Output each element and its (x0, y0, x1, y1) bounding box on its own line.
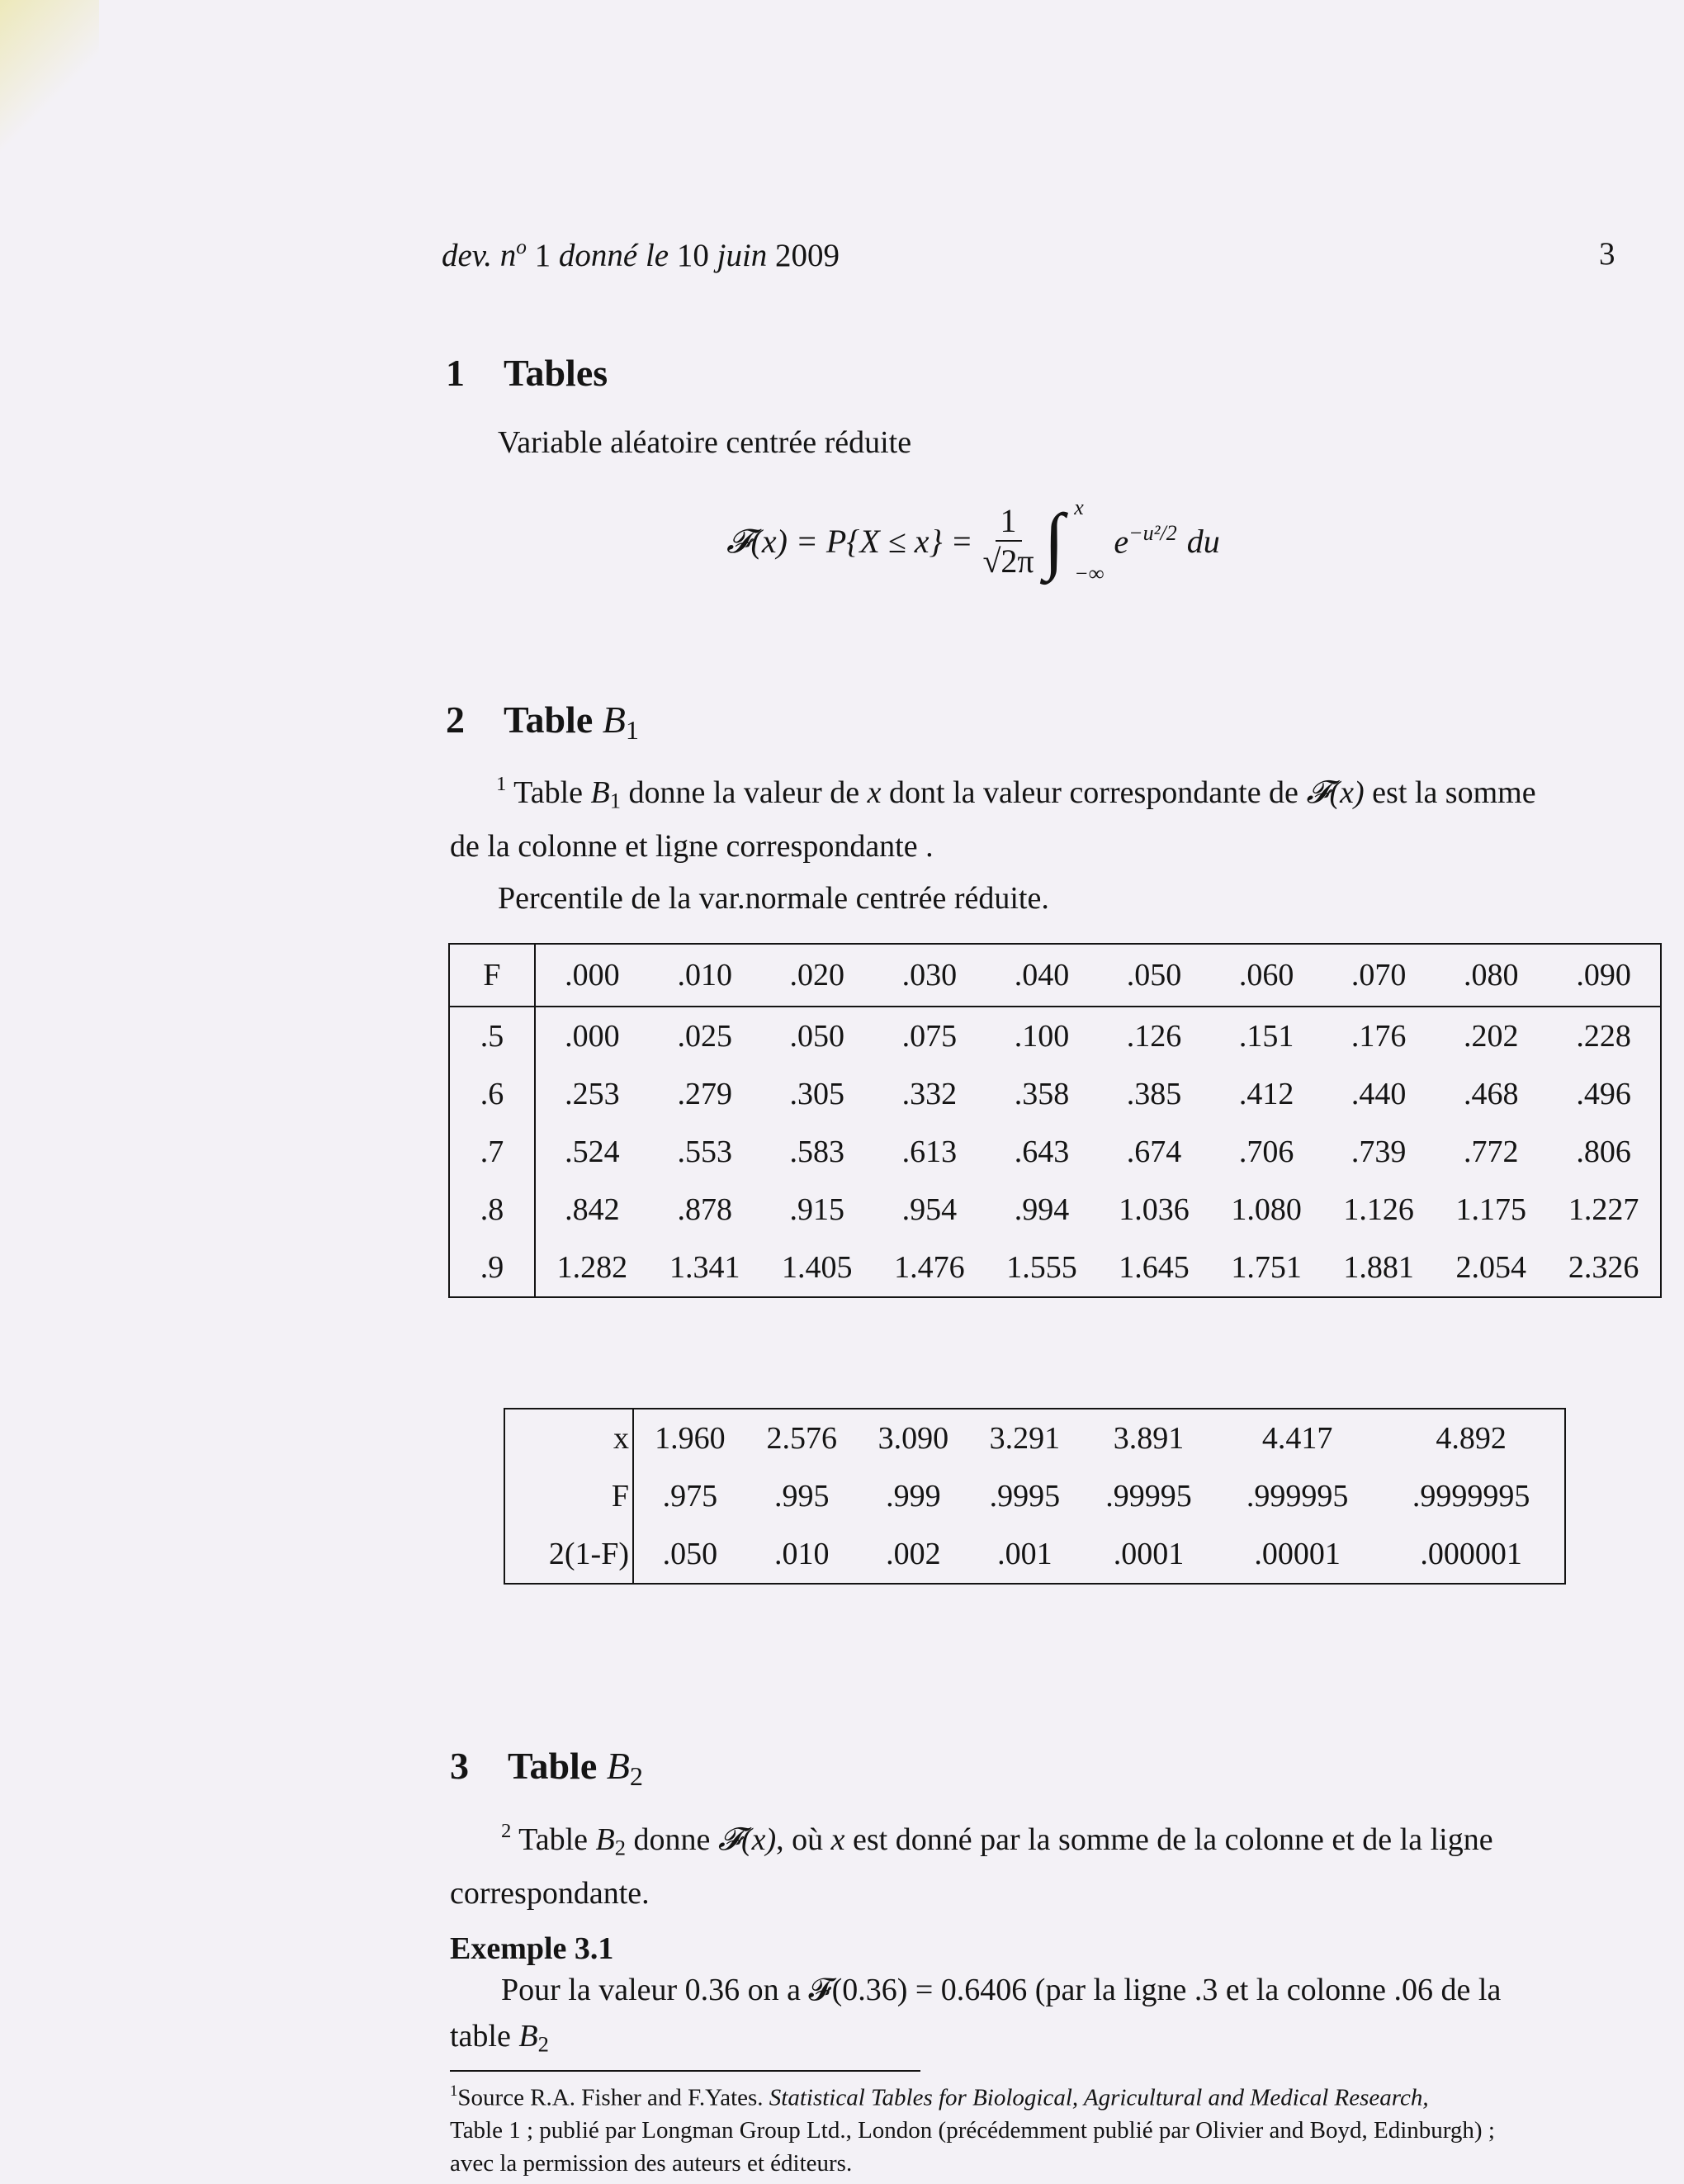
table-cell: 1.881 (1343, 1250, 1414, 1285)
table-cell: .878 (677, 1192, 732, 1227)
table-cell: .025 (677, 1019, 732, 1054)
formula-lhs: 𝓕(x) = P{X ≤ x} = (726, 522, 973, 560)
table-cell: 4.417 (1261, 1421, 1333, 1456)
table-b1-col-header: .030 (901, 958, 958, 993)
ex-line2-sub: 2 (537, 2031, 549, 2057)
table-cell: .99995 (1105, 1479, 1192, 1514)
ex-line2-var: B (518, 2019, 538, 2054)
footnote-mark: 1 (450, 2082, 458, 2100)
table-cell: .995 (773, 1479, 830, 1514)
table-cell: .468 (1464, 1077, 1519, 1111)
formula-frac-num: 1 (996, 501, 1022, 542)
table-cell: .001 (997, 1537, 1052, 1571)
s3-text-b: donne (626, 1822, 718, 1857)
table-b1-col-header: .000 (565, 958, 620, 993)
table-b1-row-label: .6 (449, 1065, 535, 1123)
table-cell: .000 (565, 1019, 620, 1054)
s3-x: x (830, 1822, 845, 1857)
table-row (449, 1239, 1661, 1297)
footnote (450, 2075, 1622, 2180)
section-3-line-2: correspondante. (450, 1876, 650, 1912)
table-cell: .772 (1464, 1135, 1519, 1169)
section-3-heading (450, 1744, 643, 1792)
footnote-book-title: Statistical Tables for Biological, Agricultural and Medical Research, (769, 2084, 1429, 2111)
table-cell: .176 (1351, 1019, 1407, 1054)
table-cell: .151 (1238, 1019, 1294, 1054)
section-1-heading (446, 351, 608, 395)
table-cell: 1.405 (782, 1250, 853, 1285)
table-cell: .739 (1351, 1135, 1407, 1169)
example-line-2 (450, 2013, 1639, 2068)
table-cell: .332 (901, 1077, 958, 1111)
s2-F: 𝓕(x) (1306, 775, 1365, 810)
example-text (450, 1967, 1639, 2068)
header-number: 1 (526, 238, 559, 274)
s3-sub: 2 (614, 1835, 627, 1860)
s3-text-c: , où (776, 1822, 831, 1857)
s2-text-c: dont la valeur correspondante de (881, 775, 1307, 810)
table-cell: 1.080 (1231, 1192, 1302, 1227)
table-b1-row-label: .8 (449, 1181, 535, 1239)
table-cell: .915 (789, 1192, 845, 1227)
table-cell: .279 (677, 1077, 732, 1111)
table-b1-col-header: .060 (1238, 958, 1294, 993)
section-2-title: Table (504, 699, 603, 741)
integral-limits (1074, 495, 1104, 586)
table-row (449, 1123, 1661, 1181)
table-b1-col-header: .090 (1576, 958, 1631, 993)
table-cell: .0001 (1113, 1537, 1185, 1571)
running-header (442, 235, 840, 274)
table-b1-caption: Percentile de la var.normale centrée réduite. (498, 881, 1049, 916)
table-cell: .999995 (1246, 1479, 1349, 1514)
s2-text-b: donne la valeur de (621, 775, 868, 810)
table-cell: .253 (565, 1077, 620, 1111)
page-corner-shade (0, 0, 99, 182)
tail-row-label: 2(1-F) (504, 1525, 633, 1584)
footnote-mark-1: 1 (496, 773, 507, 795)
table-b1-row-label: .9 (449, 1239, 535, 1297)
table-row (504, 1409, 1565, 1467)
table-b1-col-header: .050 (1126, 958, 1182, 993)
section-2-number: 2 (446, 699, 465, 741)
section-1-number: 1 (446, 352, 465, 394)
normal-cdf-formula (726, 495, 1220, 586)
table-cell: 1.227 (1568, 1192, 1639, 1227)
s3-var: B (595, 1822, 615, 1857)
table-cell: 1.341 (669, 1250, 740, 1285)
table-row (504, 1525, 1565, 1584)
section-2-title-var: B (602, 699, 626, 741)
s3-F: 𝓕(x) (717, 1822, 777, 1857)
table-b1-header-row (449, 944, 1661, 1007)
footnote-line-2: Table 1 ; publié par Longman Group Ltd., London (précédemment publié par Olivier and Boyd, Edinburgh) ; (450, 2117, 1495, 2144)
footnote-rule (450, 2070, 920, 2072)
table-cell: 4.892 (1436, 1421, 1507, 1456)
table-row (449, 1181, 1661, 1239)
section-3-line-1 (450, 1808, 1639, 1870)
s3-text-a: Table (511, 1822, 596, 1857)
section-3-title: Table (508, 1745, 607, 1787)
header-month: juin (717, 238, 768, 274)
table-cell: 3.090 (877, 1421, 949, 1456)
table-cell: 3.291 (989, 1421, 1061, 1456)
s2-x: x (867, 775, 882, 810)
table-cell: 1.645 (1119, 1250, 1190, 1285)
table-b1-col-header: .020 (789, 958, 845, 993)
table-cell: .613 (901, 1135, 958, 1169)
table-cell: 1.476 (894, 1250, 965, 1285)
table-cell: .954 (901, 1192, 958, 1227)
table-cell: 2.326 (1568, 1250, 1639, 1285)
s3-text-d: est donné par la somme de la colonne et de la ligne (844, 1822, 1493, 1857)
table-cell: .202 (1464, 1019, 1519, 1054)
s2-text-d: est la somme (1364, 775, 1536, 810)
table-row (504, 1467, 1565, 1525)
section-2-heading (446, 698, 639, 746)
table-cell: .9999995 (1412, 1479, 1530, 1514)
section-2-line-2: de la colonne et ligne correspondante . (450, 829, 934, 865)
table-cell: 3.891 (1113, 1421, 1185, 1456)
table-b1 (448, 943, 1662, 1298)
header-year: 2009 (767, 238, 840, 274)
page-number: 3 (1599, 236, 1615, 272)
section-3-title-sub: 2 (629, 1761, 643, 1792)
table-cell: .00001 (1254, 1537, 1341, 1571)
header-o: o (516, 235, 527, 258)
section-1-title: Tables (504, 352, 608, 394)
table-cell: .358 (1014, 1077, 1070, 1111)
table-cell: .050 (662, 1537, 718, 1571)
table-cell: .412 (1238, 1077, 1294, 1111)
table-cell: 2.576 (766, 1421, 837, 1456)
footnote-line-3: avec la permission des auteurs et éditeurs. (450, 2150, 853, 2177)
integral-lower: −∞ (1074, 561, 1105, 585)
table-b1-col-header: .070 (1351, 958, 1407, 993)
table-cell: .999 (886, 1479, 941, 1514)
section-2-line-1 (450, 761, 1639, 823)
table-row (449, 1007, 1661, 1065)
section-1-text: Variable aléatoire centrée réduite (498, 425, 912, 460)
footnote-line-1 (450, 2075, 1622, 2114)
header-prefix: dev. (442, 238, 500, 274)
table-cell: .706 (1238, 1135, 1294, 1169)
table-b1-tail (504, 1408, 1566, 1585)
table-cell: .975 (662, 1479, 718, 1514)
table-cell: .524 (565, 1135, 620, 1169)
table-cell: .842 (565, 1192, 620, 1227)
table-cell: 1.555 (1006, 1250, 1077, 1285)
section-3-paragraph (450, 1808, 1639, 1916)
tail-row-label: x (504, 1409, 633, 1467)
table-cell: .583 (789, 1135, 845, 1169)
formula-fraction (982, 501, 1034, 580)
s2-var: B (590, 775, 610, 810)
table-cell: .126 (1126, 1019, 1182, 1054)
table-cell: 1.960 (655, 1421, 726, 1456)
table-cell: .385 (1126, 1077, 1182, 1111)
table-cell: .000001 (1420, 1537, 1522, 1571)
table-cell: .050 (789, 1019, 845, 1054)
section-2-paragraph (450, 761, 1639, 869)
table-cell: .674 (1126, 1135, 1182, 1169)
table-cell: .643 (1014, 1135, 1070, 1169)
integral-dvar: du (1186, 522, 1220, 560)
formula-frac-den: √2π (982, 542, 1034, 580)
table-cell: .075 (901, 1019, 958, 1054)
tail-row-label: F (504, 1467, 633, 1525)
table-b1-corner: F (449, 944, 535, 1007)
s2-sub: 1 (609, 788, 622, 813)
table-cell: .305 (789, 1077, 845, 1111)
table-cell: 1.036 (1119, 1192, 1190, 1227)
table-b1-col-header: .080 (1464, 958, 1519, 993)
section-3-title-var: B (606, 1745, 630, 1787)
example-line-1: Pour la valeur 0.36 on a 𝓕(0.36) = 0.6406 (par la ligne .3 et la colonne .06 de la (501, 1973, 1502, 2007)
s2-text-a: Table (506, 775, 591, 810)
table-cell: 1.126 (1343, 1192, 1414, 1227)
table-b1-row-label: .5 (449, 1007, 535, 1065)
table-cell: 1.175 (1455, 1192, 1526, 1227)
table-cell: .994 (1014, 1192, 1070, 1227)
table-cell: .002 (886, 1537, 941, 1571)
ex-line2-text: table (450, 2019, 519, 2054)
integrand-base: e (1114, 523, 1129, 561)
integral-sign: ∫ (1043, 500, 1065, 581)
table-cell: 2.054 (1455, 1250, 1526, 1285)
table-b1-col-header: .010 (677, 958, 732, 993)
section-2-title-sub: 1 (625, 715, 639, 746)
integrand (1114, 521, 1176, 561)
integrand-exponent: −u²/2 (1128, 520, 1177, 545)
table-row (449, 1065, 1661, 1123)
table-cell: .9995 (989, 1479, 1061, 1514)
header-day: 10 (669, 238, 717, 274)
footnote-mark-2: 2 (501, 1820, 512, 1842)
header-n: n (499, 238, 517, 274)
table-cell: .440 (1351, 1077, 1407, 1111)
section-3-number: 3 (450, 1745, 469, 1787)
example-title: Exemple 3.1 (450, 1931, 614, 1966)
table-cell: .010 (773, 1537, 830, 1571)
table-cell: 1.282 (556, 1250, 628, 1285)
table-cell: .228 (1576, 1019, 1631, 1054)
integral-upper: x (1074, 495, 1084, 519)
table-cell: .553 (677, 1135, 732, 1169)
table-cell: .806 (1576, 1135, 1631, 1169)
footnote-source: Source R.A. Fisher and F.Yates. (457, 2084, 769, 2111)
table-cell: .496 (1576, 1077, 1631, 1111)
table-b1-row-label: .7 (449, 1123, 535, 1181)
table-b1-col-header: .040 (1014, 958, 1070, 993)
table-cell: .100 (1014, 1019, 1070, 1054)
table-cell: 1.751 (1231, 1250, 1302, 1285)
header-donne: donné le (558, 238, 669, 274)
